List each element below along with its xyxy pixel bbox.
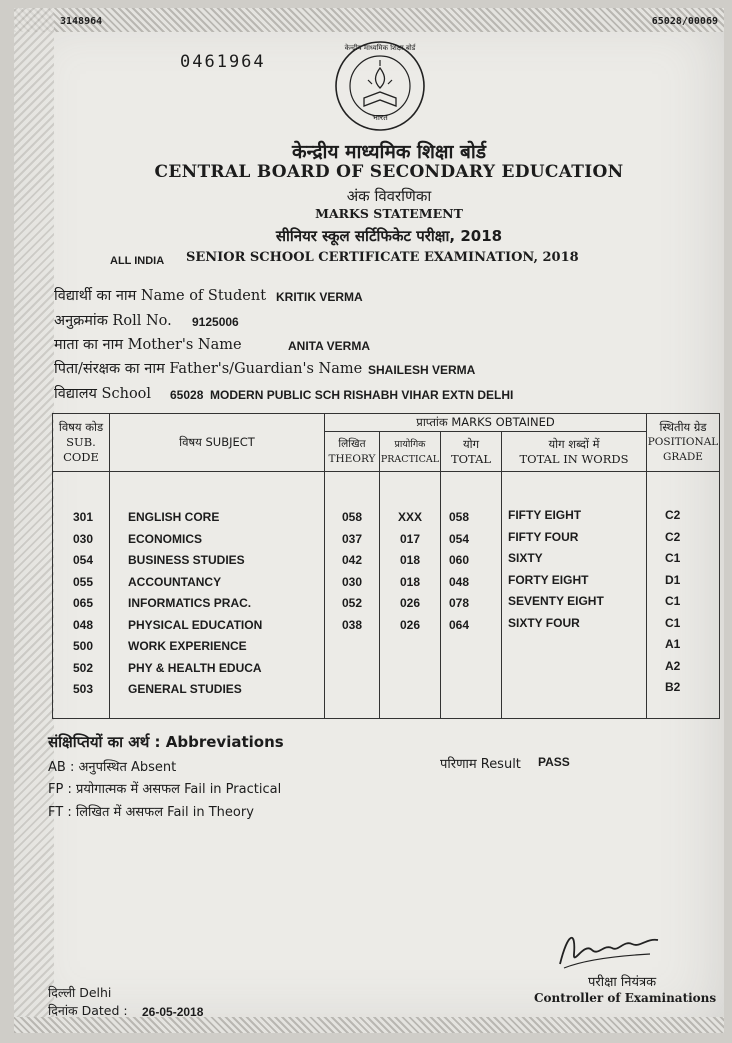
table-cell: 042 <box>341 553 363 567</box>
serial-number: 0461964 <box>180 52 266 72</box>
table-cell: 502 <box>73 660 94 675</box>
table-cell: 058 <box>449 510 470 524</box>
place-label: दिल्ली Delhi <box>48 985 112 1000</box>
table-cell: XXX <box>397 510 422 524</box>
dated-label: दिनांक Dated : <box>48 1003 128 1018</box>
emblem-bottom-text: भारत <box>372 113 388 122</box>
father-name-label: पिता/संरक्षक का नाम Father's/Guardian's Name <box>54 361 363 377</box>
table-cell: 038 <box>341 617 363 632</box>
result-value: PASS <box>538 755 570 769</box>
table-cell: INFORMATICS PRAC. <box>128 596 252 610</box>
table-cell: GENERAL STUDIES <box>128 682 242 696</box>
mother-name-value: ANITA VERMA <box>288 339 370 353</box>
exam-name-english: SENIOR SCHOOL CERTIFICATE EXAMINATION, 2018 <box>186 250 579 265</box>
table-cell: 064 <box>449 617 470 632</box>
table-cell: SIXTY FOUR <box>508 615 580 630</box>
controller-signature <box>554 924 664 978</box>
table-cell: 018 <box>399 553 421 567</box>
table-cell: PHYSICAL EDUCATION <box>128 617 263 632</box>
table-cell: C2 <box>665 508 681 522</box>
grade-header: स्थितीय ग्रेड POSITIONAL GRADE <box>647 414 720 472</box>
table-cell: SEVENTY EIGHT <box>508 594 604 608</box>
table-cell: C1 <box>665 551 681 565</box>
table-cell: A1 <box>665 637 681 651</box>
table-cell: 048 <box>73 617 94 632</box>
theory-column <box>325 472 380 719</box>
statement-hindi: अंक विवरणिका <box>346 187 432 205</box>
subject-header: विषय SUBJECT <box>110 414 325 472</box>
table-cell: 052 <box>341 596 363 610</box>
result-label: परिणाम Result <box>440 757 521 772</box>
board-name-hindi: केन्द्रीय माध्यमिक शिक्षा बोर्ड <box>292 141 486 163</box>
abbrev-fail-practical: FP : प्रयोगात्मक में असफल Fail in Practical <box>48 782 282 797</box>
roll-no-label: अनुक्रमांक Roll No. <box>54 313 172 329</box>
codes-column <box>53 472 110 719</box>
total-words-header: योग शब्दों में TOTAL IN WORDS <box>502 432 647 472</box>
table-cell: 054 <box>73 553 94 567</box>
table-cell: 026 <box>399 596 421 610</box>
mother-name-label: माता का नाम Mother's Name <box>54 337 242 353</box>
table-cell: 058 <box>341 510 363 524</box>
table-cell: FORTY EIGHT <box>508 572 589 587</box>
table-cell: 030 <box>341 574 363 589</box>
table-cell: C1 <box>665 594 681 608</box>
table-cell: 301 <box>73 510 94 524</box>
security-border-top <box>14 8 724 32</box>
marks-table <box>52 413 720 719</box>
table-cell: ECONOMICS <box>128 531 203 546</box>
security-border-bottom <box>14 1017 724 1033</box>
marks-obtained-header: प्राप्तांक MARKS OBTAINED <box>325 414 647 432</box>
table-cell: 055 <box>73 574 94 589</box>
controller-title-hindi: परीक्षा नियंत्रक <box>588 975 657 990</box>
table-cell: 054 <box>449 531 470 546</box>
theory-header: लिखित THEORY <box>325 432 380 472</box>
total-column <box>441 472 502 719</box>
subjects-body <box>53 472 720 719</box>
top-left-number: 3148964 <box>60 16 103 27</box>
table-cell: FIFTY EIGHT <box>508 508 582 522</box>
table-cell: 026 <box>399 617 421 632</box>
statement-english: MARKS STATEMENT <box>315 206 463 221</box>
total-words-column <box>502 472 647 719</box>
table-cell: PHY & HEALTH EDUCA <box>128 660 262 675</box>
table-cell: SIXTY <box>508 551 543 565</box>
abbrev-absent: AB : अनुपस्थित Absent <box>48 760 177 775</box>
grade-column <box>647 472 720 719</box>
table-cell: 017 <box>399 531 421 546</box>
table-cell: 037 <box>341 531 363 546</box>
student-name-value: KRITIK VERMA <box>276 290 363 304</box>
table-cell: C2 <box>665 529 681 544</box>
school-label: विद्यालय School <box>54 386 152 402</box>
roll-no-value: 9125006 <box>192 315 239 329</box>
security-border-left <box>14 8 54 1033</box>
marks-statement-sheet <box>14 8 724 1033</box>
father-name-value: SHAILESH VERMA <box>368 363 476 377</box>
subjects-column <box>110 472 325 719</box>
all-india-label: ALL INDIA <box>110 255 165 267</box>
top-right-number: 65028/00069 <box>651 16 718 27</box>
table-cell: FIFTY FOUR <box>508 529 579 544</box>
dated-value: 26-05-2018 <box>142 1005 204 1019</box>
board-name-english: CENTRAL BOARD OF SECONDARY EDUCATION <box>154 162 624 182</box>
table-cell: D1 <box>665 572 681 587</box>
controller-title-english: Controller of Examinations <box>534 991 717 1005</box>
table-cell: C1 <box>665 615 681 630</box>
practical-header: प्रायोगिक PRACTICAL <box>380 432 441 472</box>
table-cell: 018 <box>399 574 421 589</box>
table-cell: ENGLISH CORE <box>128 510 220 524</box>
table-cell: 503 <box>73 682 94 696</box>
table-cell: 030 <box>73 531 94 546</box>
table-cell: 060 <box>449 553 470 567</box>
table-cell: 048 <box>449 574 470 589</box>
table-cell: 065 <box>73 596 94 610</box>
abbrev-fail-theory: FT : लिखित में असफल Fail in Theory <box>48 805 254 820</box>
total-header: योग TOTAL <box>441 432 502 472</box>
table-cell: 078 <box>449 596 470 610</box>
practical-column <box>380 472 441 719</box>
abbreviations-title: संक्षिप्तियों का अर्थ : Abbreviations <box>48 733 284 751</box>
table-cell: ACCOUNTANCY <box>128 574 222 589</box>
table-cell: 500 <box>73 639 94 653</box>
school-value: 65028 MODERN PUBLIC SCH RISHABH VIHAR EXTN DELHI <box>170 388 514 402</box>
table-cell: WORK EXPERIENCE <box>128 639 247 653</box>
table-cell: A2 <box>665 658 681 673</box>
table-cell: BUSINESS STUDIES <box>128 553 245 567</box>
exam-name-hindi: सीनियर स्कूल सर्टिफिकेट परीक्षा, 2018 <box>275 227 503 245</box>
student-name-label: विद्यार्थी का नाम Name of Student <box>54 288 267 304</box>
emblem-top-text: केन्द्रीय माध्यमिक शिक्षा बोर्ड <box>344 44 416 52</box>
code-header: विषय कोड SUB. CODE <box>53 414 110 472</box>
table-cell: B2 <box>665 680 681 694</box>
